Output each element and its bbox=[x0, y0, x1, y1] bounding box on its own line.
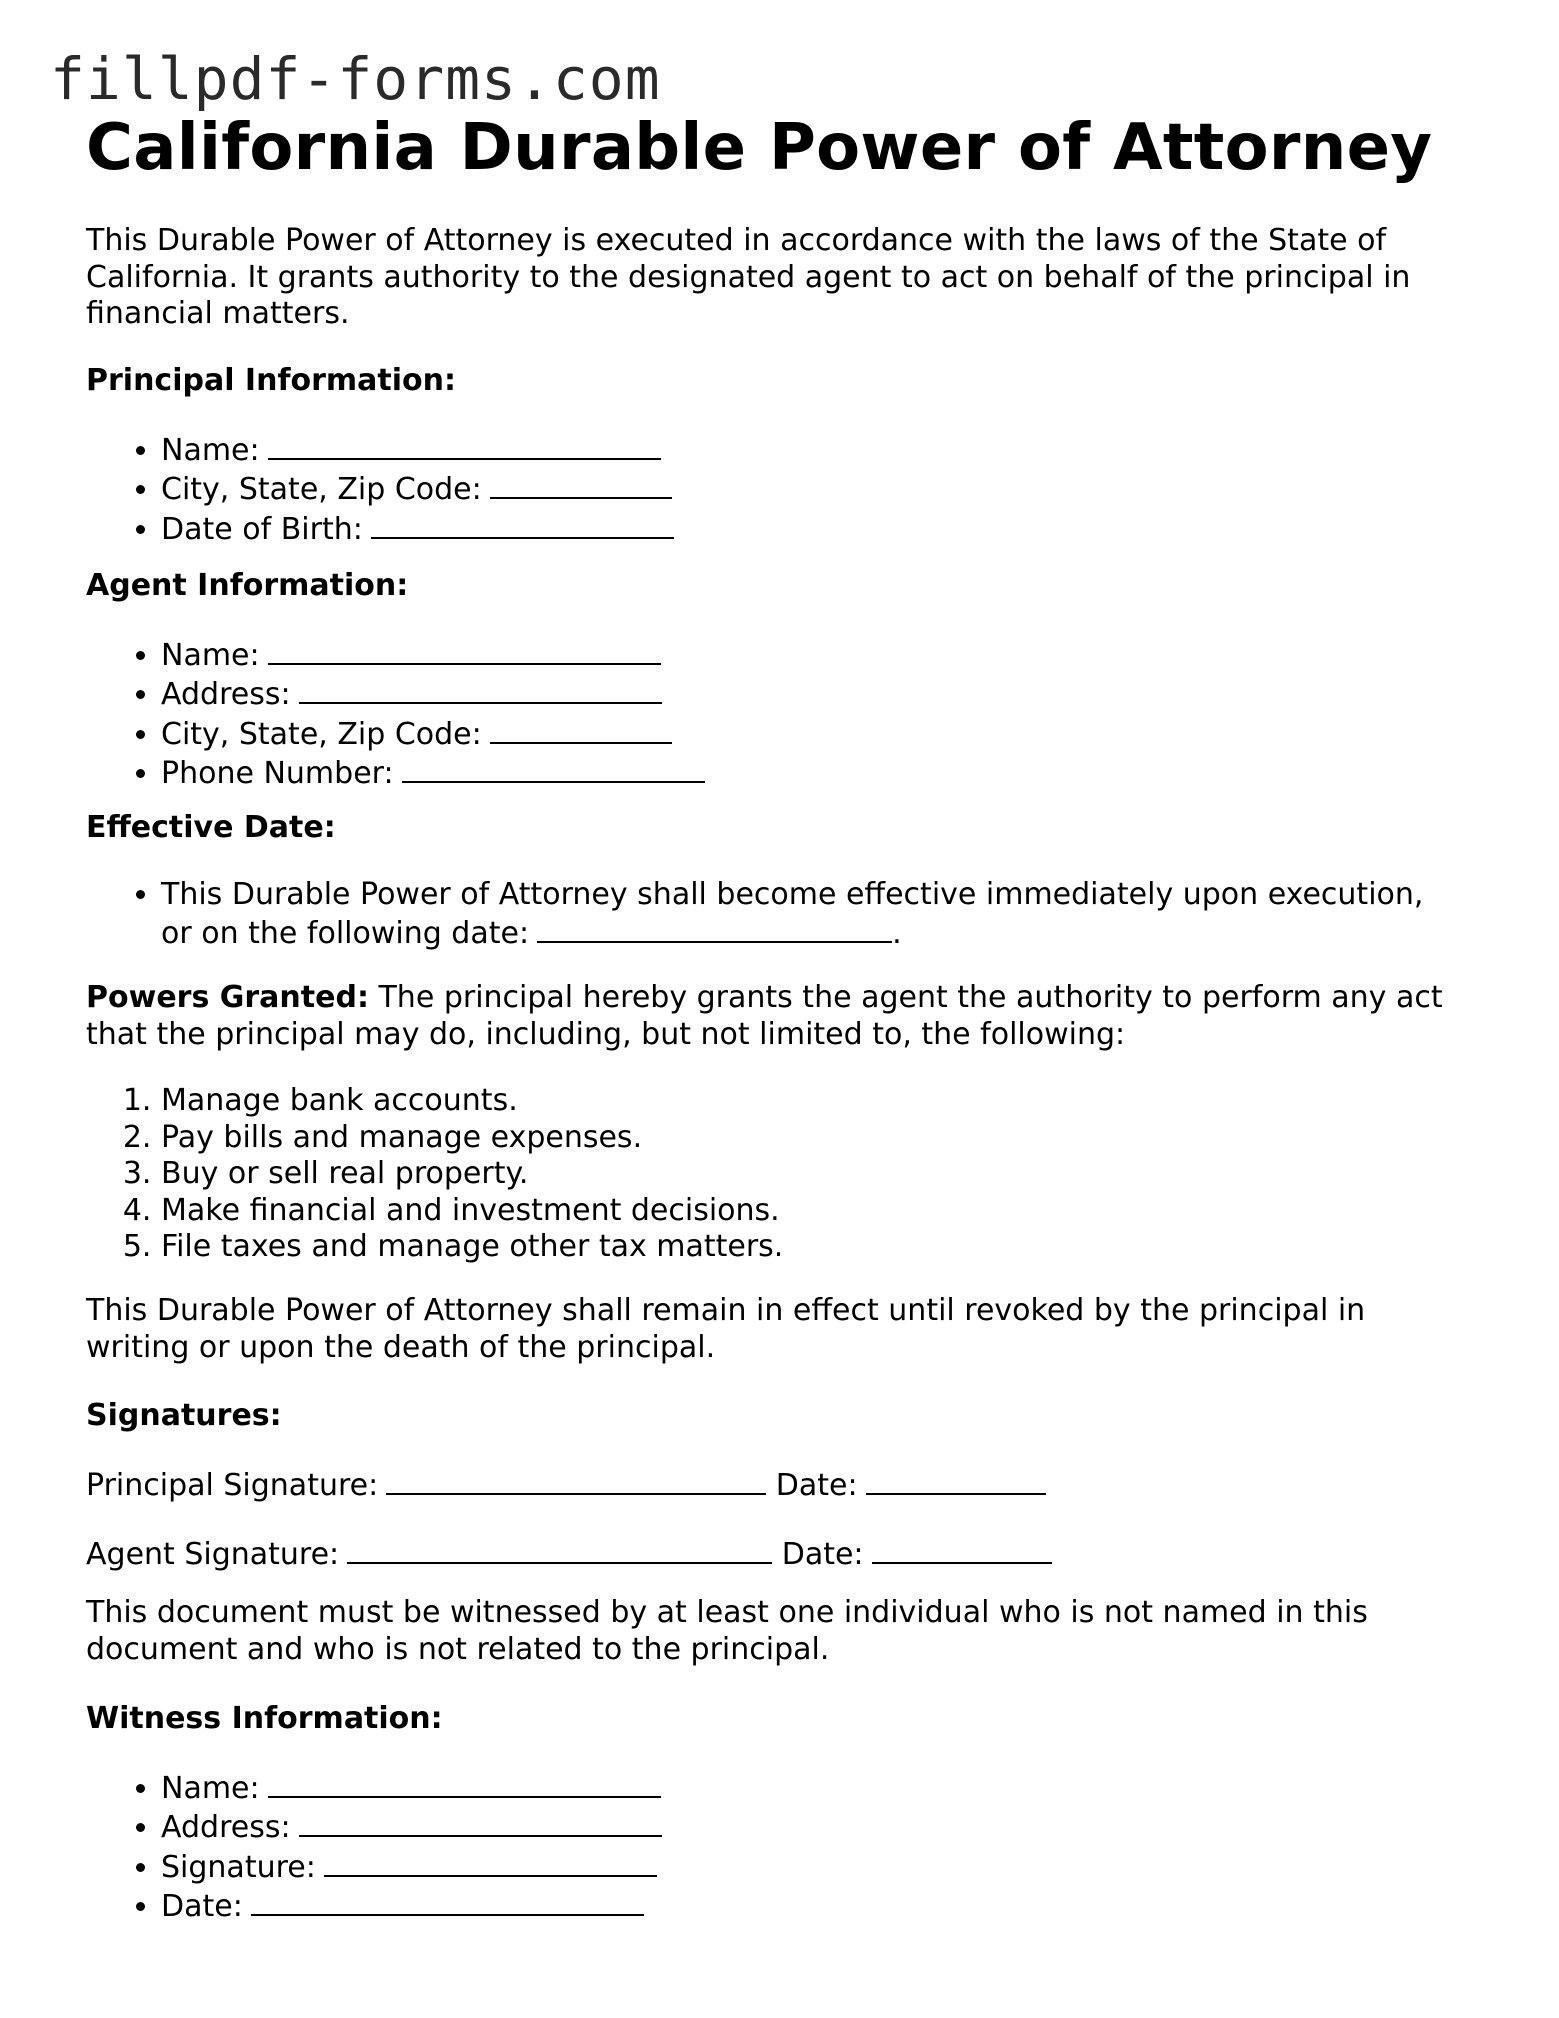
agent-address-field: • Address: bbox=[161, 674, 1476, 714]
principal-city-field: • City, State, Zip Code: bbox=[161, 469, 1476, 509]
signatures-heading: Signatures: bbox=[86, 1398, 282, 1433]
powers-list bbox=[86, 1083, 1476, 1266]
signatures-section bbox=[86, 1398, 1476, 1574]
principal-section bbox=[86, 363, 1476, 548]
witness-signature-field: • Signature: bbox=[161, 1847, 1476, 1887]
powers-section bbox=[86, 980, 1476, 1266]
powers-item: 5. File taxes and manage other tax matters. bbox=[161, 1229, 1476, 1266]
watermark: fillpdf-forms.com bbox=[50, 45, 661, 113]
document-title: California Durable Power of Attorney bbox=[86, 111, 1433, 185]
agent-phone-field: • Phone Number: bbox=[161, 753, 1476, 793]
witness-heading: Witness Information: bbox=[86, 1701, 443, 1736]
powers-item: 4. Make financial and investment decisions. bbox=[161, 1193, 1476, 1230]
witness-address-field: • Address: bbox=[161, 1807, 1476, 1847]
witness-note: This document must be witnessed by at least one individual who is not named in this document and who is not related to the principal. bbox=[86, 1595, 1368, 1667]
agent-city-field: • City, State, Zip Code: bbox=[161, 714, 1476, 754]
effective-heading: Effective Date: bbox=[86, 810, 336, 845]
principal-signature-blank[interactable] bbox=[386, 1465, 766, 1495]
effective-list bbox=[86, 877, 1476, 953]
agent-section bbox=[86, 568, 1476, 793]
witness-signature-blank[interactable] bbox=[324, 1847, 657, 1877]
principal-name-field: • Name: bbox=[161, 430, 1476, 470]
agent-heading: Agent Information: bbox=[86, 568, 409, 603]
revocation-paragraph: This Durable Power of Attorney shall remain in effect until revoked by the principal in writing or upon the death of the principal. bbox=[86, 1293, 1366, 1365]
agent-name-field: • Name: bbox=[161, 635, 1476, 675]
principal-city-blank[interactable] bbox=[490, 469, 672, 499]
principal-dob-blank[interactable] bbox=[371, 509, 674, 539]
agent-fields bbox=[86, 635, 1476, 793]
powers-paragraph: Powers Granted: The principal hereby grants the agent the authority to perform any act that the principal may do, including, but not limited to, the following: bbox=[86, 980, 1443, 1052]
principal-date-blank[interactable] bbox=[866, 1465, 1046, 1495]
witness-date-field: • Date: bbox=[161, 1886, 1476, 1926]
principal-signature-line: Principal Signature: Date: bbox=[86, 1465, 1476, 1505]
powers-item: 2. Pay bills and manage expenses. bbox=[161, 1120, 1476, 1157]
powers-item: 1. Manage bank accounts. bbox=[161, 1083, 1476, 1120]
principal-heading: Principal Information: bbox=[86, 363, 457, 398]
principal-dob-field: • Date of Birth: bbox=[161, 509, 1476, 549]
agent-phone-blank[interactable] bbox=[402, 753, 705, 783]
witness-fields bbox=[86, 1768, 1476, 1926]
effective-item: • This Durable Power of Attorney shall become effective immediately upon execution, or on the following date: . bbox=[161, 877, 1476, 953]
effective-date-blank[interactable] bbox=[537, 913, 892, 943]
powers-heading: Powers Granted: bbox=[86, 980, 369, 1015]
agent-address-blank[interactable] bbox=[299, 674, 662, 704]
agent-date-blank[interactable] bbox=[872, 1534, 1052, 1564]
effective-section bbox=[86, 810, 1476, 953]
witness-section bbox=[86, 1701, 1476, 1926]
agent-name-blank[interactable] bbox=[268, 635, 661, 665]
agent-signature-blank[interactable] bbox=[347, 1534, 772, 1564]
powers-item: 3. Buy or sell real property. bbox=[161, 1156, 1476, 1193]
principal-name-blank[interactable] bbox=[268, 430, 661, 460]
agent-city-blank[interactable] bbox=[490, 714, 672, 744]
witness-name-blank[interactable] bbox=[268, 1768, 661, 1798]
witness-date-blank[interactable] bbox=[251, 1886, 644, 1916]
principal-fields bbox=[86, 430, 1476, 549]
agent-signature-line: Agent Signature: Date: bbox=[86, 1534, 1476, 1574]
document-page bbox=[86, 108, 1476, 1924]
witness-address-blank[interactable] bbox=[299, 1807, 662, 1837]
witness-name-field: • Name: bbox=[161, 1768, 1476, 1808]
intro-paragraph: This Durable Power of Attorney is executed in accordance with the laws of the State of California. It grants authority to the designated agent to act on behalf of the principal in financial matters. bbox=[86, 223, 1411, 331]
